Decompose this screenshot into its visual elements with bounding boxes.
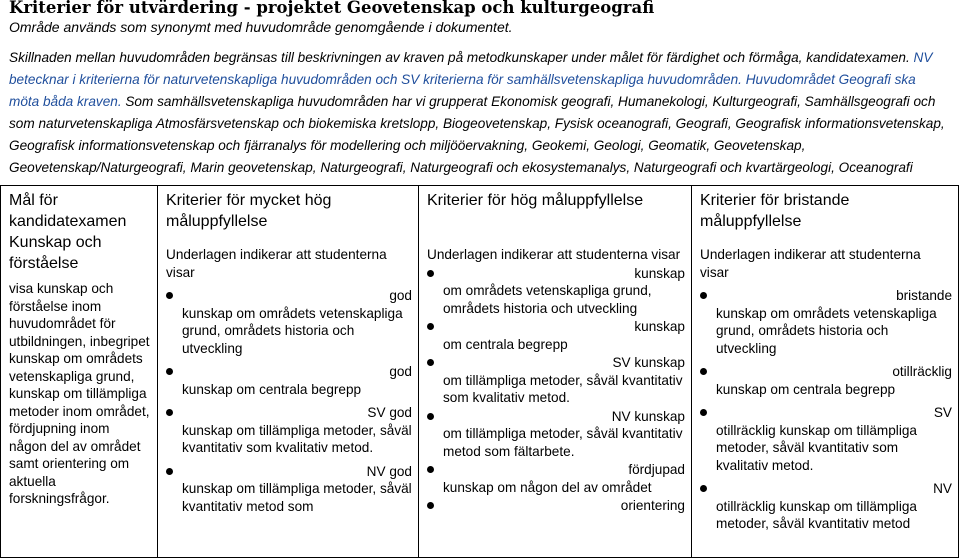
- bullet-icon: [427, 466, 434, 473]
- goal-body: visa kunskap och förståelse inom huvudområdet för utbildningen, inbegripet kunskap om områdets vetenskapliga grund, kunskap om tillämpliga metoder inom området, fördjupning inom någon del av området samt orientering om aktuella forskningsfrågor.: [9, 281, 150, 506]
- very-high-criteria-cell: [158, 186, 419, 558]
- list-item: otillräcklig kunskap om centrala begrepp: [700, 363, 952, 398]
- document-subtitle: Område används som synonymt med huvudområde genomgående i dokumentet.: [9, 19, 513, 35]
- list-item: SV otillräcklig kunskap om tillämpliga metoder, såväl kvantitativ som kvalitativ metod.: [700, 404, 952, 474]
- high-criteria-cell: [419, 186, 692, 558]
- list-item: NV kunskap om tillämpliga metoder, såväl kvantitativ metod som fältarbete.: [427, 408, 685, 461]
- bullet-icon: [166, 368, 173, 375]
- criteria-table: [0, 185, 959, 558]
- high-heading: Kriterier för hög måluppfyllelse: [427, 192, 644, 209]
- bullet-icon: [427, 323, 434, 330]
- bullet-icon: [427, 502, 434, 509]
- list-item: kunskap om centrala begrepp: [427, 318, 685, 353]
- list-item: fördjupad kunskap om någon del av området: [427, 461, 685, 496]
- bullet-icon: [700, 485, 707, 492]
- list-item: SV god kunskap om tillämpliga metoder, såväl kvantitativ som kvalitativ metod.: [166, 404, 412, 457]
- bullet-icon: [700, 409, 707, 416]
- goal-heading: Mål för kandidatexamen: [9, 192, 127, 230]
- bullet-icon: [700, 368, 707, 375]
- bullet-icon: [427, 359, 434, 366]
- very-high-list: [166, 287, 412, 515]
- bullet-icon: [166, 292, 173, 299]
- bullet-icon: [427, 270, 434, 277]
- list-item: god kunskap om områdets vetenskapliga grund, områdets historia och utveckling: [166, 287, 412, 357]
- list-item: god kunskap om centrala begrepp: [166, 363, 412, 398]
- list-item: bristande kunskap om områdets vetenskapliga grund, områdets historia och utveckling: [700, 287, 952, 357]
- goal-subheading: Kunskap och förståelse: [9, 234, 102, 272]
- high-list: [427, 265, 685, 515]
- list-item: SV kunskap om tillämpliga metoder, såväl kvantitativ som kvalitativ metod.: [427, 354, 685, 407]
- list-item: orientering: [427, 497, 685, 515]
- goal-cell: [1, 186, 158, 558]
- list-item: NV otillräcklig kunskap om tillämpliga metoder, såväl kvantitativ metod: [700, 480, 952, 533]
- bullet-icon: [700, 292, 707, 299]
- list-item: kunskap om områdets vetenskapliga grund, områdets historia och utveckling: [427, 265, 685, 318]
- intro-line: möta båda kraven. Som samhällsvetenskapliga huvudområden har vi grupperat Ekonomisk geografi, Humanekologi, Kulturgeografi, Samhällsgeografi och: [9, 94, 936, 109]
- intro-line: Geografisk informationsvetenskap och fjärranalys för modellering och miljööervakning, Geokemi, Geologi, Geomatik, Geovetenskap,: [9, 138, 806, 153]
- bullet-icon: [427, 413, 434, 420]
- insufficient-criteria-cell: [692, 186, 959, 558]
- intro-line: som naturvetenskapliga Atmosfärsvetenskap och biokemiska kretslopp, Biogeovetenskap, Fysisk oceanografi, Geografi, Geografisk informationsvetenskap,: [9, 116, 945, 131]
- list-item: NV god kunskap om tillämpliga metoder, såväl kvantitativ metod som: [166, 463, 412, 516]
- insufficient-heading: Kriterier för bristande måluppfyllelse: [700, 192, 850, 230]
- very-high-intro: Underlagen indikerar att studenterna visar: [166, 247, 387, 280]
- very-high-heading: Kriterier för mycket hög måluppfyllelse: [166, 192, 332, 230]
- bullet-icon: [166, 468, 173, 475]
- high-intro: Underlagen indikerar att studenterna visar: [427, 247, 681, 262]
- bullet-icon: [166, 409, 173, 416]
- insufficient-intro: Underlagen indikerar att studenterna visar: [700, 247, 921, 280]
- document-title: Kriterier för utvärdering - projektet Geovetenskap och kulturgeografi: [9, 0, 655, 17]
- insufficient-list: [700, 287, 952, 533]
- intro-line: Geovetenskap/Naturgeografi, Marin geovetenskap, Naturgeografi, Naturgeografi och ekosystemanalys, Naturgeografi och kvartärgeologi, Oceanografi: [9, 160, 913, 175]
- intro-line: Skillnaden mellan huvudområden begränsas till beskrivningen av kraven på metodkunskaper under målet för färdighet och förmåga, kandidatexamen. NV: [9, 50, 933, 65]
- intro-line: betecknar i kriterierna för naturvetenskapliga huvudområden och SV kriterierna för samhällsvetenskapliga huvudområden. Huvudområdet Geografi ska: [9, 72, 916, 87]
